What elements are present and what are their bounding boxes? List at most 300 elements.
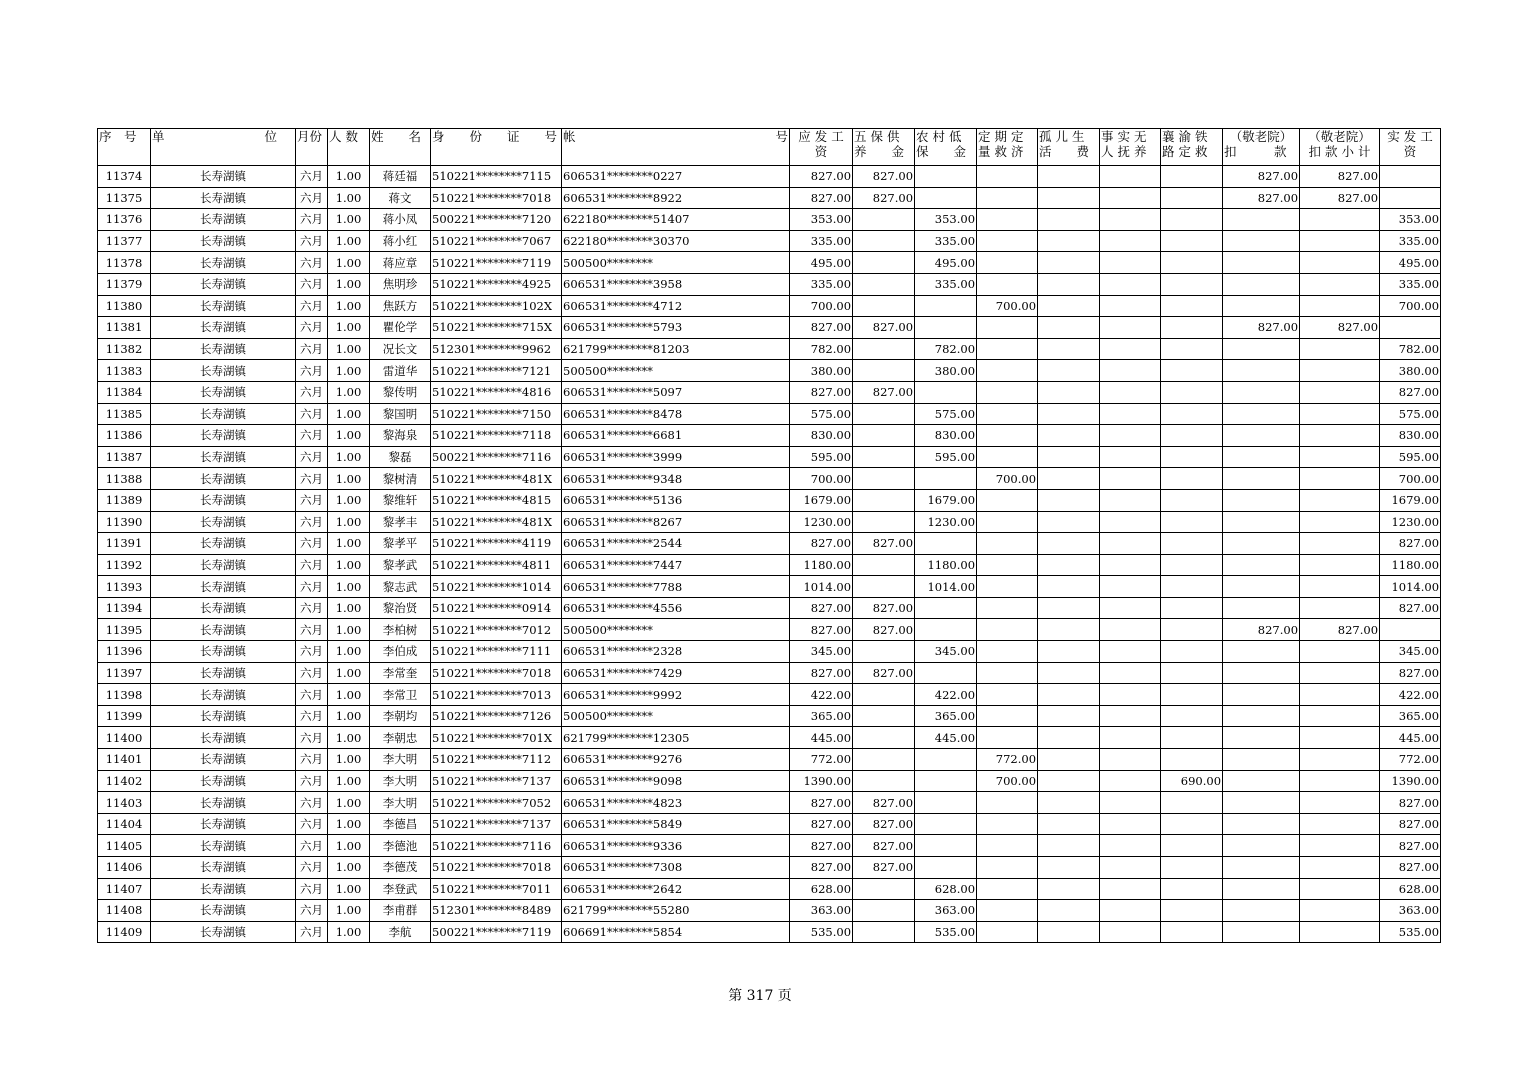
cell-jingxiaoji: [1300, 878, 1380, 900]
cell-guer: [1038, 857, 1100, 879]
cell-dibao: 1679.00: [915, 489, 977, 511]
cell-shishi: [1100, 533, 1161, 555]
cell-name: 李德茂: [370, 857, 431, 879]
cell-unit: 长寿湖镇: [151, 338, 296, 360]
cell-guer: [1038, 576, 1100, 598]
cell-jingkou: [1223, 381, 1300, 403]
cell-name: 李大明: [370, 749, 431, 771]
cell-name: 黎海泉: [370, 425, 431, 447]
cell-wubao: [853, 295, 915, 317]
table-row: [98, 295, 1441, 317]
cell-xiangyu: [1161, 338, 1223, 360]
cell-shishi: [1100, 597, 1161, 619]
cell-name: 李登武: [370, 878, 431, 900]
cell-xiangyu: [1161, 749, 1223, 771]
cell-unit: 长寿湖镇: [151, 230, 296, 252]
cell-unit: 长寿湖镇: [151, 641, 296, 663]
cell-account: 606531********3999: [562, 446, 790, 468]
cell-dibao: [915, 317, 977, 339]
cell-id: 510221********7137: [431, 770, 562, 792]
cell-seq: 11382: [98, 338, 151, 360]
cell-count: 1.00: [328, 770, 370, 792]
cell-count: 1.00: [328, 705, 370, 727]
cell-seq: 11393: [98, 576, 151, 598]
cell-account: 606531********7308: [562, 857, 790, 879]
cell-count: 1.00: [328, 835, 370, 857]
cell-month: 六月: [296, 338, 328, 360]
cell-seq: 11398: [98, 684, 151, 706]
cell-jingxiaoji: [1300, 295, 1380, 317]
cell-xiangyu: [1161, 187, 1223, 209]
cell-jingkou: [1223, 338, 1300, 360]
cell-actual: 535.00: [1380, 921, 1441, 943]
cell-jingxiaoji: [1300, 597, 1380, 619]
cell-unit: 长寿湖镇: [151, 576, 296, 598]
cell-dingliang: 700.00: [977, 295, 1038, 317]
cell-unit: 长寿湖镇: [151, 749, 296, 771]
cell-name: 蒋小红: [370, 230, 431, 252]
cell-account: 606531********5849: [562, 813, 790, 835]
cell-name: 李朝均: [370, 705, 431, 727]
cell-unit: 长寿湖镇: [151, 381, 296, 403]
cell-account: 606531********8267: [562, 511, 790, 533]
cell-wubao: [853, 252, 915, 274]
cell-month: 六月: [296, 166, 328, 188]
cell-actual: 827.00: [1380, 792, 1441, 814]
cell-actual: 335.00: [1380, 273, 1441, 295]
cell-due: 827.00: [790, 533, 853, 555]
cell-seq: 11403: [98, 792, 151, 814]
cell-jingkou: [1223, 921, 1300, 943]
cell-id: 512301********9962: [431, 338, 562, 360]
cell-count: 1.00: [328, 857, 370, 879]
cell-guer: [1038, 360, 1100, 382]
cell-actual: 445.00: [1380, 727, 1441, 749]
cell-due: 827.00: [790, 381, 853, 403]
cell-wubao: 827.00: [853, 857, 915, 879]
cell-jingkou: [1223, 857, 1300, 879]
cell-xiangyu: [1161, 489, 1223, 511]
cell-xiangyu: 690.00: [1161, 770, 1223, 792]
cell-shishi: [1100, 511, 1161, 533]
cell-account: 606531********8922: [562, 187, 790, 209]
header-wubao: 五 保 供 养 金: [853, 129, 915, 166]
cell-seq: 11376: [98, 209, 151, 231]
cell-actual: 830.00: [1380, 425, 1441, 447]
cell-name: 况长文: [370, 338, 431, 360]
cell-jingkou: [1223, 835, 1300, 857]
cell-due: 827.00: [790, 597, 853, 619]
cell-xiangyu: [1161, 209, 1223, 231]
cell-dingliang: [977, 425, 1038, 447]
cell-due: 335.00: [790, 230, 853, 252]
table-row: [98, 835, 1441, 857]
cell-jingkou: [1223, 770, 1300, 792]
cell-unit: 长寿湖镇: [151, 792, 296, 814]
cell-wubao: 827.00: [853, 381, 915, 403]
cell-jingxiaoji: [1300, 252, 1380, 274]
cell-due: 335.00: [790, 273, 853, 295]
table-row: [98, 403, 1441, 425]
cell-guer: [1038, 209, 1100, 231]
cell-dingliang: 700.00: [977, 770, 1038, 792]
cell-count: 1.00: [328, 597, 370, 619]
cell-id: 510221********7116: [431, 835, 562, 857]
cell-due: 827.00: [790, 166, 853, 188]
cell-wubao: [853, 878, 915, 900]
cell-actual: 1390.00: [1380, 770, 1441, 792]
header-unit: 单 位: [151, 129, 296, 166]
payroll-table: [97, 128, 1441, 943]
cell-guer: [1038, 381, 1100, 403]
cell-count: 1.00: [328, 576, 370, 598]
header-shishi: 事 实 无 人 抚 养: [1100, 129, 1161, 166]
table-row: [98, 792, 1441, 814]
cell-dingliang: [977, 166, 1038, 188]
cell-name: 李柏树: [370, 619, 431, 641]
cell-jingkou: [1223, 468, 1300, 490]
cell-due: 1014.00: [790, 576, 853, 598]
cell-dingliang: [977, 230, 1038, 252]
cell-id: 500221********7119: [431, 921, 562, 943]
cell-unit: 长寿湖镇: [151, 835, 296, 857]
header-xiangyu: 襄 渝 铁 路 定 救: [1161, 129, 1223, 166]
cell-month: 六月: [296, 403, 328, 425]
cell-dibao: 595.00: [915, 446, 977, 468]
cell-unit: 长寿湖镇: [151, 252, 296, 274]
cell-wubao: [853, 770, 915, 792]
cell-xiangyu: [1161, 533, 1223, 555]
cell-count: 1.00: [328, 295, 370, 317]
cell-shishi: [1100, 425, 1161, 447]
cell-jingkou: [1223, 511, 1300, 533]
cell-guer: [1038, 511, 1100, 533]
cell-id: 510221********7112: [431, 749, 562, 771]
cell-shishi: [1100, 166, 1161, 188]
cell-unit: 长寿湖镇: [151, 317, 296, 339]
cell-count: 1.00: [328, 468, 370, 490]
cell-month: 六月: [296, 576, 328, 598]
cell-due: 353.00: [790, 209, 853, 231]
cell-name: 黎磊: [370, 446, 431, 468]
cell-shishi: [1100, 252, 1161, 274]
cell-jingxiaoji: [1300, 446, 1380, 468]
cell-actual: 772.00: [1380, 749, 1441, 771]
cell-month: 六月: [296, 446, 328, 468]
cell-jingkou: [1223, 576, 1300, 598]
cell-due: 575.00: [790, 403, 853, 425]
cell-month: 六月: [296, 641, 328, 663]
cell-shishi: [1100, 360, 1161, 382]
cell-month: 六月: [296, 662, 328, 684]
cell-shishi: [1100, 489, 1161, 511]
cell-dibao: [915, 166, 977, 188]
cell-xiangyu: [1161, 403, 1223, 425]
table-row: [98, 381, 1441, 403]
cell-due: 830.00: [790, 425, 853, 447]
header-seq: 序 号: [98, 129, 151, 166]
page-number: 第 317 页: [728, 988, 792, 1004]
cell-dingliang: [977, 403, 1038, 425]
header-name: 姓 名: [370, 129, 431, 166]
cell-jingkou: [1223, 252, 1300, 274]
cell-shishi: [1100, 446, 1161, 468]
cell-month: 六月: [296, 770, 328, 792]
cell-xiangyu: [1161, 857, 1223, 879]
cell-dibao: [915, 770, 977, 792]
cell-due: 827.00: [790, 619, 853, 641]
table-row: [98, 554, 1441, 576]
cell-xiangyu: [1161, 381, 1223, 403]
cell-xiangyu: [1161, 295, 1223, 317]
cell-wubao: 827.00: [853, 662, 915, 684]
cell-guer: [1038, 468, 1100, 490]
cell-dingliang: [977, 317, 1038, 339]
cell-dingliang: [977, 705, 1038, 727]
cell-count: 1.00: [328, 489, 370, 511]
cell-name: 蒋应章: [370, 252, 431, 274]
cell-count: 1.00: [328, 684, 370, 706]
cell-wubao: [853, 554, 915, 576]
cell-due: 827.00: [790, 835, 853, 857]
cell-unit: 长寿湖镇: [151, 295, 296, 317]
cell-count: 1.00: [328, 727, 370, 749]
cell-dibao: 363.00: [915, 900, 977, 922]
cell-account: 606531********0227: [562, 166, 790, 188]
cell-xiangyu: [1161, 921, 1223, 943]
cell-id: 510221********4816: [431, 381, 562, 403]
cell-unit: 长寿湖镇: [151, 273, 296, 295]
cell-jingkou: [1223, 295, 1300, 317]
cell-dibao: 495.00: [915, 252, 977, 274]
cell-account: 606531********9348: [562, 468, 790, 490]
cell-actual: 827.00: [1380, 662, 1441, 684]
cell-dingliang: [977, 360, 1038, 382]
cell-jingxiaoji: [1300, 489, 1380, 511]
cell-name: 蒋小凤: [370, 209, 431, 231]
cell-count: 1.00: [328, 446, 370, 468]
cell-account: 606531********9992: [562, 684, 790, 706]
cell-month: 六月: [296, 619, 328, 641]
cell-xiangyu: [1161, 468, 1223, 490]
cell-due: 380.00: [790, 360, 853, 382]
table-row: [98, 209, 1441, 231]
table-row: [98, 813, 1441, 835]
cell-xiangyu: [1161, 597, 1223, 619]
cell-name: 黎孝丰: [370, 511, 431, 533]
cell-jingxiaoji: [1300, 900, 1380, 922]
cell-jingkou: [1223, 209, 1300, 231]
cell-due: 827.00: [790, 662, 853, 684]
cell-seq: 11375: [98, 187, 151, 209]
cell-due: 1679.00: [790, 489, 853, 511]
cell-jingxiaoji: [1300, 273, 1380, 295]
cell-month: 六月: [296, 878, 328, 900]
cell-dingliang: [977, 835, 1038, 857]
table-row: [98, 230, 1441, 252]
cell-xiangyu: [1161, 166, 1223, 188]
cell-jingxiaoji: [1300, 705, 1380, 727]
cell-xiangyu: [1161, 684, 1223, 706]
cell-actual: 827.00: [1380, 381, 1441, 403]
cell-name: 李伯成: [370, 641, 431, 663]
cell-dibao: 628.00: [915, 878, 977, 900]
cell-month: 六月: [296, 597, 328, 619]
cell-month: 六月: [296, 749, 328, 771]
cell-dingliang: [977, 900, 1038, 922]
cell-id: 510221********7115: [431, 166, 562, 188]
cell-account: 606531********9098: [562, 770, 790, 792]
cell-dingliang: [977, 554, 1038, 576]
cell-dibao: [915, 792, 977, 814]
cell-jingkou: [1223, 446, 1300, 468]
cell-jingkou: [1223, 878, 1300, 900]
cell-count: 1.00: [328, 273, 370, 295]
cell-actual: 1014.00: [1380, 576, 1441, 598]
cell-dingliang: [977, 727, 1038, 749]
cell-name: 蒋文: [370, 187, 431, 209]
cell-count: 1.00: [328, 166, 370, 188]
cell-unit: 长寿湖镇: [151, 468, 296, 490]
cell-id: 510221********7018: [431, 187, 562, 209]
cell-account: 621799********55280: [562, 900, 790, 922]
cell-jingxiaoji: [1300, 360, 1380, 382]
cell-month: 六月: [296, 425, 328, 447]
cell-dibao: 782.00: [915, 338, 977, 360]
cell-name: 李大明: [370, 792, 431, 814]
cell-dingliang: [977, 878, 1038, 900]
cell-due: 827.00: [790, 813, 853, 835]
cell-seq: 11377: [98, 230, 151, 252]
cell-count: 1.00: [328, 641, 370, 663]
cell-dibao: [915, 597, 977, 619]
cell-name: 黎治贤: [370, 597, 431, 619]
cell-name: 李朝忠: [370, 727, 431, 749]
cell-month: 六月: [296, 230, 328, 252]
cell-account: 606531********6681: [562, 425, 790, 447]
cell-dingliang: 772.00: [977, 749, 1038, 771]
cell-seq: 11404: [98, 813, 151, 835]
cell-seq: 11374: [98, 166, 151, 188]
cell-id: 510221********701X: [431, 727, 562, 749]
cell-jingkou: [1223, 813, 1300, 835]
cell-actual: 827.00: [1380, 835, 1441, 857]
cell-account: 621799********12305: [562, 727, 790, 749]
cell-name: 李常卫: [370, 684, 431, 706]
cell-jingxiaoji: [1300, 511, 1380, 533]
cell-count: 1.00: [328, 533, 370, 555]
header-jingkou: （敬老院） 扣 款: [1223, 129, 1300, 166]
header-jingxiaoji: （敬老院） 扣 款 小 计: [1300, 129, 1380, 166]
cell-shishi: [1100, 684, 1161, 706]
cell-dibao: 445.00: [915, 727, 977, 749]
cell-guer: [1038, 749, 1100, 771]
cell-guer: [1038, 166, 1100, 188]
cell-seq: 11408: [98, 900, 151, 922]
cell-unit: 长寿湖镇: [151, 187, 296, 209]
cell-shishi: [1100, 576, 1161, 598]
cell-id: 510221********7067: [431, 230, 562, 252]
cell-due: 445.00: [790, 727, 853, 749]
cell-dingliang: [977, 381, 1038, 403]
cell-jingxiaoji: [1300, 857, 1380, 879]
cell-seq: 11388: [98, 468, 151, 490]
cell-actual: 363.00: [1380, 900, 1441, 922]
cell-guer: [1038, 252, 1100, 274]
cell-unit: 长寿湖镇: [151, 770, 296, 792]
cell-actual: 700.00: [1380, 468, 1441, 490]
cell-unit: 长寿湖镇: [151, 727, 296, 749]
cell-seq: 11394: [98, 597, 151, 619]
cell-jingkou: [1223, 597, 1300, 619]
cell-month: 六月: [296, 187, 328, 209]
cell-jingxiaoji: [1300, 209, 1380, 231]
table-row: [98, 878, 1441, 900]
cell-month: 六月: [296, 360, 328, 382]
cell-id: 512301********8489: [431, 900, 562, 922]
cell-name: 雷道华: [370, 360, 431, 382]
cell-jingkou: 827.00: [1223, 317, 1300, 339]
cell-account: 621799********81203: [562, 338, 790, 360]
cell-actual: 782.00: [1380, 338, 1441, 360]
cell-xiangyu: [1161, 446, 1223, 468]
cell-id: 500221********7116: [431, 446, 562, 468]
cell-unit: 长寿湖镇: [151, 403, 296, 425]
cell-account: 606531********2328: [562, 641, 790, 663]
cell-account: 606531********2642: [562, 878, 790, 900]
cell-wubao: [853, 511, 915, 533]
cell-seq: 11392: [98, 554, 151, 576]
cell-id: 510221********715X: [431, 317, 562, 339]
table-body: [98, 166, 1441, 943]
cell-actual: 700.00: [1380, 295, 1441, 317]
cell-seq: 11383: [98, 360, 151, 382]
cell-id: 510221********4119: [431, 533, 562, 555]
cell-actual: 1230.00: [1380, 511, 1441, 533]
cell-dibao: 422.00: [915, 684, 977, 706]
cell-jingxiaoji: [1300, 576, 1380, 598]
cell-account: 606531********4556: [562, 597, 790, 619]
cell-unit: 长寿湖镇: [151, 857, 296, 879]
cell-due: 495.00: [790, 252, 853, 274]
cell-xiangyu: [1161, 619, 1223, 641]
cell-id: 510221********7119: [431, 252, 562, 274]
table-row: [98, 727, 1441, 749]
cell-seq: 11389: [98, 489, 151, 511]
cell-xiangyu: [1161, 878, 1223, 900]
cell-jingxiaoji: [1300, 381, 1380, 403]
cell-count: 1.00: [328, 425, 370, 447]
cell-dibao: 535.00: [915, 921, 977, 943]
cell-id: 510221********4815: [431, 489, 562, 511]
cell-dibao: 1180.00: [915, 554, 977, 576]
cell-guer: [1038, 425, 1100, 447]
cell-account: 500500********: [562, 619, 790, 641]
cell-wubao: [853, 273, 915, 295]
cell-wubao: [853, 468, 915, 490]
cell-name: 黎志武: [370, 576, 431, 598]
cell-month: 六月: [296, 684, 328, 706]
cell-count: 1.00: [328, 360, 370, 382]
cell-jingkou: [1223, 662, 1300, 684]
cell-shishi: [1100, 749, 1161, 771]
cell-count: 1.00: [328, 749, 370, 771]
cell-xiangyu: [1161, 230, 1223, 252]
cell-count: 1.00: [328, 921, 370, 943]
cell-dingliang: [977, 209, 1038, 231]
cell-wubao: [853, 576, 915, 598]
cell-due: 782.00: [790, 338, 853, 360]
